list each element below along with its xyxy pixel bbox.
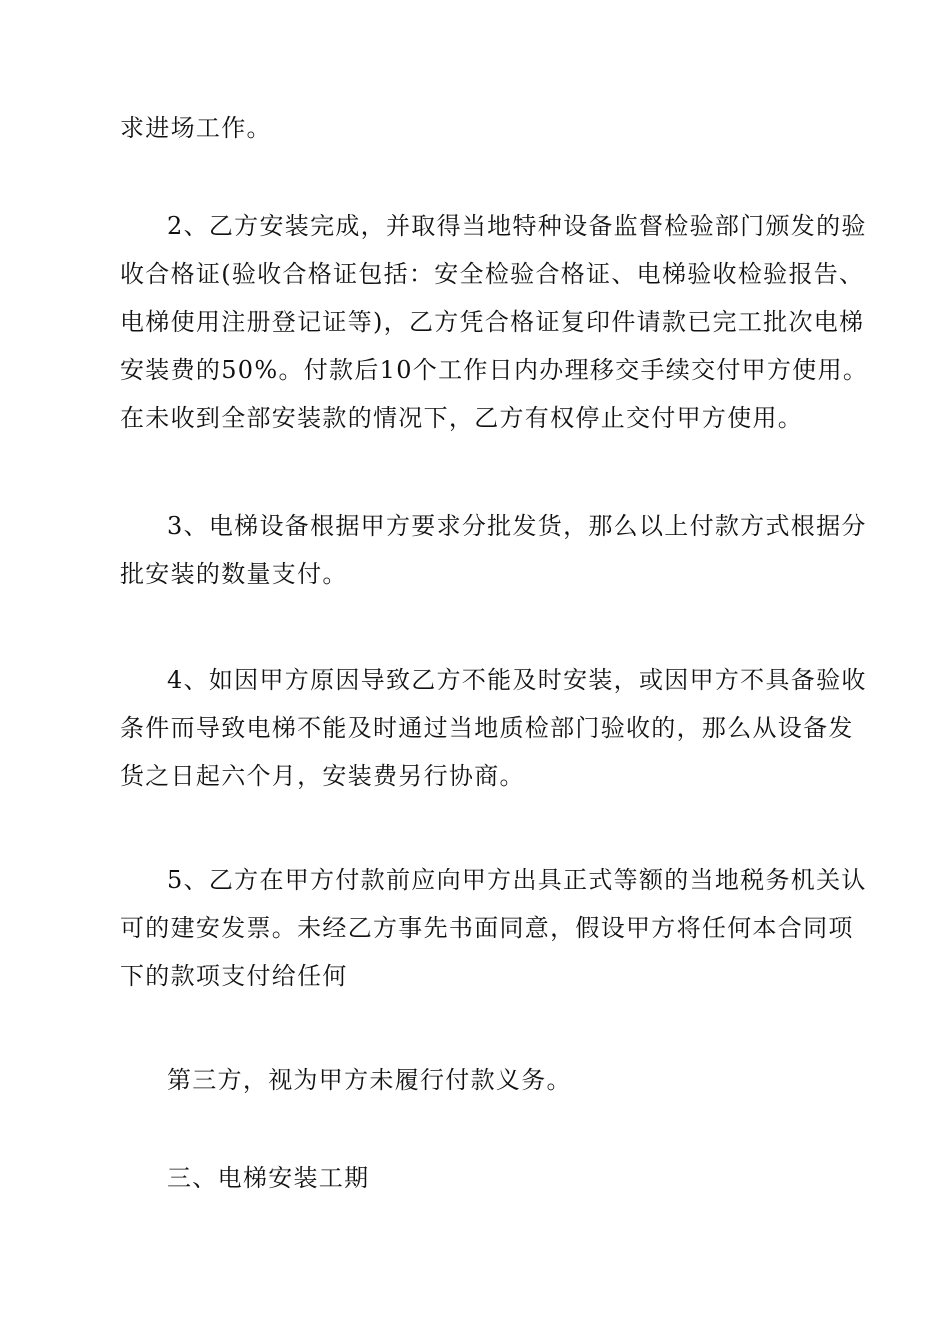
paragraph-1-line-1: 求进场工作。 (120, 114, 272, 142)
paragraph-3-line-2: 批安装的数量支付。 (120, 560, 348, 588)
paragraph-5-line-2: 可的建安发票。未经乙方事先书面同意，假设甲方将任何本合同项 (120, 914, 854, 942)
paragraph-2-line-5: 在未收到全部安装款的情况下，乙方有权停止交付甲方使用。 (120, 404, 804, 432)
paragraph-3-line-1: 3、电梯设备根据甲方要求分批发货，那么以上付款方式根据分 (167, 512, 867, 540)
section-heading: 三、电梯安装工期 (167, 1164, 370, 1192)
paragraph-5-line-1: 5、乙方在甲方付款前应向甲方出具正式等额的当地税务机关认 (167, 866, 867, 894)
paragraph-4-line-1: 4、如因甲方原因导致乙方不能及时安装，或因甲方不具备验收 (167, 666, 867, 694)
paragraph-2-line-3: 电梯使用注册登记证等)，乙方凭合格证复印件请款已完工批次电梯 (120, 308, 865, 336)
paragraph-2-line-2: 收合格证(验收合格证包括：安全检验合格证、电梯验收检验报告、 (120, 260, 865, 288)
paragraph-4-line-2: 条件而导致电梯不能及时通过当地质检部门验收的，那么从设备发 (120, 714, 854, 742)
paragraph-2-line-1: 2、乙方安装完成，并取得当地特种设备监督检验部门颁发的验 (167, 212, 867, 240)
paragraph-6-line-1: 第三方，视为甲方未履行付款义务。 (167, 1066, 572, 1094)
paragraph-4-line-3: 货之日起六个月，安装费另行协商。 (120, 762, 525, 790)
paragraph-5-line-3: 下的款项支付给任何 (120, 962, 348, 990)
paragraph-2-line-4: 安装费的50%。付款后10个工作日内办理移交手续交付甲方使用。 (120, 356, 869, 384)
